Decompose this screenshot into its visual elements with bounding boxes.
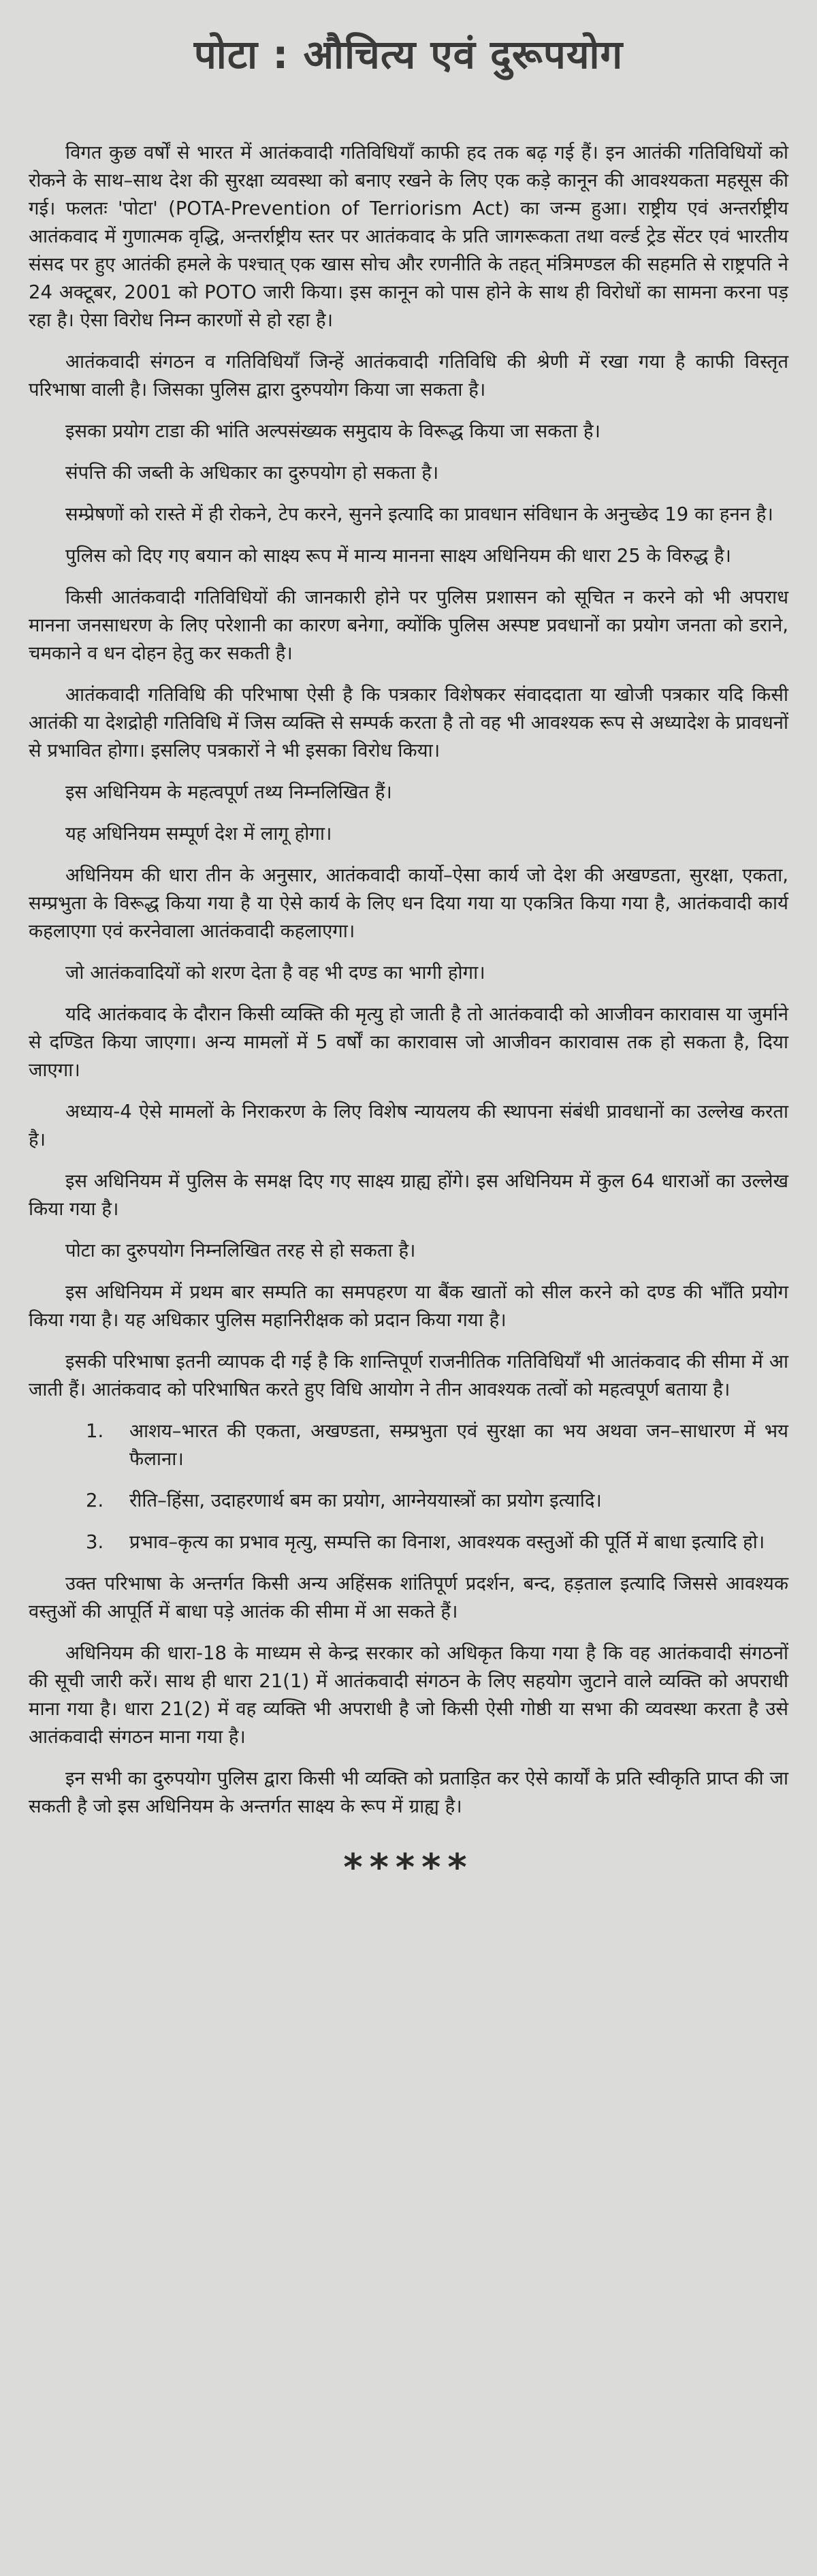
paragraph: किसी आतंकवादी गतिविधियों की जानकारी होने पर पुलिस प्रशासन को सूचित न करने को भी अपराध मानना जनसाधरण के लिए परेशानी का कारण बनेगा, क्योंकि पुलिस अस्पष्ट प्रवधानों का प्रयोग जनता को डराने, चमकाने व धन दोहन हेतु कर सकती है। bbox=[29, 586, 788, 664]
list-item-text: प्रभाव–कृत्य का प्रभाव मृत्यु, सम्पत्ति का विनाश, आवश्यक वस्तुओं की पूर्ति में बाधा इत्यादि हो। bbox=[129, 1531, 765, 1553]
paragraph: आतंकवादी संगठन व गतिविधियाँ जिन्हें आतंकवादी गतिविधि की श्रेणी में रखा गया है काफी विस्तृत परिभाषा वाली है। जिसका पुलिस द्वारा दुरुपयोग किया जा सकता है। bbox=[29, 351, 788, 400]
paragraph: उक्त परिभाषा के अन्तर्गत किसी अन्य अहिंसक शांतिपूर्ण प्रदर्शन, बन्द, हड़ताल इत्यादि जिससे आवश्यक वस्तुओं की आपूर्ति में बाधा पड़े आतंक की सीमा में आ सकते हैं। bbox=[29, 1573, 788, 1622]
paragraph: यह अधिनियम सम्पूर्ण देश में लागू होगा। bbox=[65, 823, 332, 845]
list-item-number: 1. bbox=[86, 1420, 104, 1442]
list-item-text: आशय–भारत की एकता, अखण्डता, सम्प्रभुता एवं सुरक्षा का भय अथवा जन–साधारण में भय फैलाना। bbox=[129, 1420, 788, 1470]
list-item bbox=[86, 1487, 788, 1515]
paragraph: विगत कुछ वर्षों से भारत में आतंकवादी गतिविधियाँ काफी हद तक बढ़ गई हैं। इन आतंकी गतिविधियों को रोकने के साथ–साथ देश की सुरक्षा व्यवस्था को बनाए रखने के लिए एक कड़े कानून की आवश्यकता महसूस की गई। फलतः 'पोटा' (POTA-Prevention of Terriorism Act) का जन्म हुआ। राष्ट्रीय एवं अन्तर्राष्ट्रीय आतंकवाद में गुणात्मक वृद्धि, अन्तर्राष्ट्रीय स्तर पर आतंकवाद के प्रति जागरूकता तथा वर्ल्ड ट्रेड सेंटर एवं भारतीय संसद पर हुए आतंकी हमले के पश्चात् एक खास सोच और रणनीति के तहत् मंत्रिमण्डल की सहमति से राष्ट्रपति ने 24 अक्टूबर, 2001 को POTO जारी किया। इस कानून को पास होने के साथ ही विरोधों का सामना करना पड़ रहा है। ऐसा विरोध निम्न कारणों से हो रहा है। bbox=[29, 142, 788, 331]
paragraph: इस अधिनियम में प्रथम बार सम्पति का समपहरण या बैंक खातों को सील करने को दण्ड की भाँति प्रयोग किया गया है। यह अधिकार पुलिस महानिरीक्षक को प्रदान किया गया है। bbox=[29, 1281, 788, 1331]
list-item bbox=[86, 1528, 788, 1556]
paragraph: संपत्ति की जब्ती के अधिकार का दुरुपयोग हो सकता है। bbox=[65, 462, 439, 484]
end-of-article-mark: ***** bbox=[343, 1846, 474, 1889]
paragraph: जो आतंकवादियों को शरण देता है वह भी दण्ड का भागी होगा। bbox=[65, 962, 485, 984]
list-item bbox=[86, 1417, 788, 1473]
list-item-text: रीति–हिंसा, उदाहरणार्थ बम का प्रयोग, आग्नेययास्त्रों का प्रयोग इत्यादि। bbox=[129, 1490, 602, 1511]
paragraph: अधिनियम की धारा-18 के माध्यम से केन्द्र सरकार को अधिकृत किया गया है कि वह आतंकवादी संगठनों की सूची जारी करें। साथ ही धारा 21(1) में आतंकवादी संगठन के लिए सहयोग जुटाने वाले व्यक्ति को अपराधी माना गया है। धारा 21(2) में वह व्यक्ति भी अपराधी है जो किसी ऐसी गोष्ठी या सभा की व्यवस्था करता है उसे आतंकवादी संगठन माना गया है। bbox=[29, 1642, 788, 1748]
paragraph: सम्प्रेषणों को रास्ते में ही रोकने, टेप करने, सुनने इत्यादि का प्रावधान संविधान के अनुच्छेद 19 का हनन है। bbox=[65, 503, 773, 525]
numbered-list bbox=[29, 1417, 788, 1556]
paragraph: इसका प्रयोग टाडा की भांति अल्पसंख्यक समुदाय के विरूद्ध किया जा सकता है। bbox=[65, 420, 600, 442]
list-item-number: 2. bbox=[86, 1490, 104, 1511]
paragraph: अधिनियम की धारा तीन के अनुसार, आतंकवादी कार्यो–ऐसा कार्य जो देश की अखण्डता, सुरक्षा, एकता, सम्प्रभुता के विरूद्ध किया गया है या ऐसे कार्य के लिए धन दिया गया या एकत्रित किया गया है, आतंकवादी कार्य कहलाएगा एवं करनेवाला आतंकवादी कहलाएगा। bbox=[29, 864, 788, 942]
paragraph: पुलिस को दिए गए बयान को साक्ष्य रूप में मान्य मानना साक्ष्य अधिनियम की धारा 25 के विरुद्ध है। bbox=[65, 545, 731, 567]
paragraph: इस अधिनियम के महत्वपूर्ण तथ्य निम्नलिखित हैं। bbox=[65, 781, 392, 803]
paragraph: पोटा का दुरुपयोग निम्नलिखित तरह से हो सकता है। bbox=[65, 1240, 416, 1261]
paragraph: इस अधिनियम में पुलिस के समक्ष दिए गए साक्ष्य ग्राह्य होंगे। इस अधिनियम में कुल 64 धाराओं का उल्लेख किया गया है। bbox=[29, 1170, 788, 1220]
paragraph: अध्याय-4 ऐसे मामलों के निराकरण के लिए विशेष न्यायलय की स्थापना संबंधी प्रावधानों का उल्लेख करता है। bbox=[29, 1101, 788, 1150]
paragraph: इन सभी का दुरुपयोग पुलिस द्वारा किसी भी व्यक्ति को प्रताड़ित कर ऐसे कार्यों के प्रति स्वीकृति प्राप्त की जा सकती है जो इस अधिनियम के अन्तर्गत साक्ष्य के रूप में ग्राह्य है। bbox=[29, 1768, 788, 1817]
list-item-number: 3. bbox=[86, 1531, 104, 1553]
paragraph: इसकी परिभाषा इतनी व्यापक दी गई है कि शान्तिपूर्ण राजनीतिक गतिविधियाँ भी आतंकवाद की सीमा में आ जाती हैं। आतंकवाद को परिभाषित करते हुए विधि आयोग ने तीन आवश्यक तत्वों को महत्वपूर्ण बताया है। bbox=[29, 1351, 788, 1400]
paragraph: यदि आतंकवाद के दौरान किसी व्यक्ति की मृत्यु हो जाती है तो आतंकवादी को आजीवन कारावास या जुर्माने से दण्डित किया जाएगा। अन्य मामलों में 5 वर्षों का कारावास जो आजीवन कारावास तक हो सकता है, दिया जाएगा। bbox=[29, 1003, 788, 1081]
page-title: पोटा : औचित्य एवं दुरूपयोग bbox=[193, 31, 624, 78]
paragraph: आतंकवादी गतिविधि की परिभाषा ऐसी है कि पत्रकार विशेषकर संवाददाता या खोजी पत्रकार यदि किसी आतंकी या देशद्रोही गतिविधि में जिस व्यक्ति से सम्पर्क करता है तो वह भी आवश्यक रूप से अध्यादेश के प्रावधनों से प्रभावित होगा। इसलिए पत्रकारों ने भी इसका विरोध किया। bbox=[29, 684, 788, 761]
